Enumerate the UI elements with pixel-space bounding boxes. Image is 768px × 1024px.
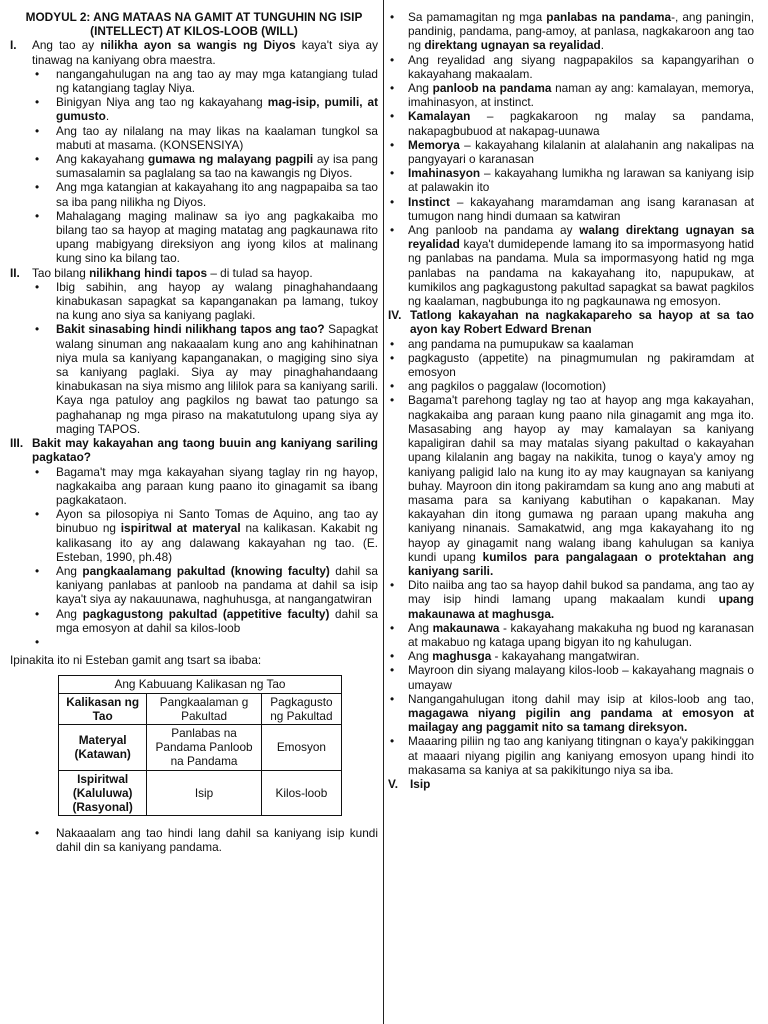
table-header: Pagkagusto ng Pakultad	[261, 693, 341, 724]
list-item: • Memorya – kakayahang kilalanin at alalahanin ang nakalipas na pangyayari o karanasan	[388, 138, 754, 166]
section-number: IV.	[388, 308, 402, 323]
list-item: • Mayroon din siyang malayang kilos-loob – kakayahang magnais o umayaw	[388, 663, 754, 691]
table-cell: Panlabas na Pandama Panloob na Pandama	[147, 724, 262, 770]
table-header: Pangkaalaman g Pakultad	[147, 693, 262, 724]
module-title: MODYUL 2: ANG MATAAS NA GAMIT AT TUNGUHIN NG ISIP (INTELLECT) AT KILOS-LOOB (WILL)	[25, 10, 363, 39]
list-item: • ang pandama na pumupukaw sa kaalaman	[388, 337, 754, 351]
list-item: • Ayon sa pilosopiya ni Santo Tomas de Aquino, ang tao ay binubuo ng ispiritwal at materyal na kalikasan. Kakabit ng kalikasang ito ay ang dalawang kakayahan ng tao. (E. Esteban, 1990, ph.48)	[10, 507, 378, 564]
list-item: • Ang makaunawa - kakayahang makakuha ng buod ng karanasan at makabuo ng kataga upang bigyan ito ng kahulugan.	[388, 621, 754, 649]
list-item: • pagkagusto (appetite) na pinagmumulan ng pakiramdam at emosyon	[388, 351, 754, 379]
list-item: • Ang pagkagustong pakultad (appetitive faculty) dahil sa mga emosyon at dahil sa kilos-loob	[10, 607, 378, 635]
column-divider	[383, 0, 384, 1024]
list-item: • Ang panloob na pandama naman ay ang: kamalayan, memorya, imahinasyon, at instinct.	[388, 81, 754, 109]
list-item: • Binigyan Niya ang tao ng kakayahang mag-isip, pumili, at gumusto.	[10, 95, 378, 123]
list-item: • nangangahulugan na ang tao ay may mga katangiang tulad ng katangiang taglay Niya.	[10, 67, 378, 95]
section-2-list	[10, 280, 378, 436]
list-item: • Imahinasyon – kakayahang lumikha ng larawan sa kaniyang isip at palawakin ito	[388, 166, 754, 194]
list-item: • Mahalagang maging malinaw sa iyo ang pagkakaiba mo bilang tao sa hayop at maging matatag ang pagkaunawa rito upang mabigyang direksiyon ang iyong kilos at malinang kung sino ka bilang tao.	[10, 209, 378, 266]
table-caption: Ang Kabuuang Kalikasan ng Tao	[59, 676, 342, 693]
list-item: • Ang maghusga - kakayahang mangatwiran.	[388, 649, 754, 663]
section-3-heading: III. Bakit may kakayahan ang taong buuin ang kaniyang sariling pagkatao?	[10, 436, 378, 465]
nature-table	[58, 675, 342, 816]
section-number: V.	[388, 776, 399, 791]
list-item: • Nangangahulugan itong dahil may isip at kilos-loob ang tao, magagawa niyang pigilin ang pandama at emosyon at mailagay ang paggamit nito sa tamang direksyon.	[388, 692, 754, 735]
table-row	[59, 770, 342, 816]
list-item: • Maaaring piliin ng tao ang kaniyang titingnan o kaya'y pakikinggan at maaari niyang pigilin ang kaniyang emosyon upang hindi ito makasama sa kaniya at sa pakikitungo niya sa iba.	[388, 734, 754, 777]
section-1-heading: I. Ang tao ay nilikha ayon sa wangis ng Diyos kaya't siya ay tinawag na kaniyang obra maestra.	[10, 38, 378, 67]
table-header: Kalikasan ng Tao	[59, 693, 147, 724]
list-item: • Ang mga katangian at kakayahang ito ang nagpapaiba sa tao sa iba pang nilikha ng Diyos.	[10, 180, 378, 208]
list-item: • Bakit sinasabing hindi nilikhang tapos ang tao? Sapagkat walang sinuman ang nakaaalam kung ano ang kahihinatnan niya mula sa kaniyang kapanganakan, o magiging sino siya sa kaniyang paglaki. Siya ay may pinaghahandaang kinabukasan na siya mismo ang lililok para sa kaniyang sarili. Kaya nga patuloy ang pagkilos ng bawat tao patungo sa paghahanap ng mga piraso na makatutulong upang siya ay maging TAPOS.	[10, 322, 378, 436]
section-4-list	[388, 337, 754, 777]
left-column	[10, 10, 378, 855]
table-row	[59, 724, 342, 770]
table-cell: Ispiritwal (Kaluluwa) (Rasyonal)	[59, 770, 147, 816]
table-cell: Emosyon	[261, 724, 341, 770]
table-cell: Materyal (Katawan)	[59, 724, 147, 770]
section-number: I.	[10, 38, 17, 53]
list-item: • Nakaaalam ang tao hindi lang dahil sa kaniyang isip kundi dahil din sa kaniyang pandama.	[10, 826, 378, 854]
list-item: • Ibig sabihin, ang hayop ay walang pinaghahandaang kinabukasan sapagkat sa kapanganakan pa lamang, tukoy na kung ano siya sa kaniyang paglaki.	[10, 280, 378, 323]
list-item: • Bagama't may mga kakayahan siyang taglay rin ng hayop, nagkakaiba ang paraan kung paano ito ginagamit sa ibang pagkakataon.	[10, 465, 378, 508]
list-item: • Ang reyalidad ang siyang nagpapakilos sa kapangyarihan o kakayahang makaalam.	[388, 53, 754, 81]
list-item: • Ang kakayahang gumawa ng malayang pagpili ay isa pang sumasalamin sa paglalang sa tao na kawangis ng Diyos.	[10, 152, 378, 180]
section-number: II.	[10, 265, 20, 280]
list-item: • Instinct – kakayahang maramdaman ang isang karanasan at tumugon nang hindi dumaan sa katwiran	[388, 195, 754, 223]
list-item: • Ang pangkaalamang pakultad (knowing faculty) dahil sa kaniyang panlabas at panloob na pandama at dahil sa isip kaya't siya ay nakauunawa, naghuhusga, at nangangatwiran	[10, 564, 378, 607]
senses-list	[388, 10, 754, 308]
table-cell: Isip	[147, 770, 262, 816]
section-4-heading: IV. Tatlong kakayahan na nagkakapareho sa hayop at sa tao ayon kay Robert Edward Brenan	[388, 308, 754, 337]
list-item: • Dito naiiba ang tao sa hayop dahil bukod sa pandama, ang tao ay may isip hindi lamang upang makaalam kundi upang makaunawa at maghusga.	[388, 578, 754, 621]
section-2-heading: II. Tao bilang nilikhang hindi tapos – di tulad sa hayop.	[10, 265, 313, 280]
list-item-empty	[10, 635, 378, 649]
table-cell: Kilos-loob	[261, 770, 341, 816]
left-final-list	[10, 826, 378, 854]
section-1-list	[10, 67, 378, 266]
list-item: • Sa pamamagitan ng mga panlabas na pandama-, ang paningin, pandinig, pandama, pang-amoy, at panlasa, nagkakaroon ang tao ng direktang ugnayan sa reyalidad.	[388, 10, 754, 53]
section-3-list	[10, 465, 378, 650]
list-item: • Ang tao ay nilalang na may likas na kaalaman tungkol sa mabuti at masama. (KONSENSIYA)	[10, 124, 378, 152]
right-column	[388, 10, 754, 791]
section-5-heading: V. Isip	[388, 776, 431, 791]
list-item: • ang pagkilos o paggalaw (locomotion)	[388, 379, 754, 393]
list-item: • Ang panloob na pandama ay walang direktang ugnayan sa reyalidad kaya't dumidepende lamang ito sa impormasyong hatid ng panlabas na pandama. Mula sa impormasyong hatid ng mga panlabas na pandama na kakayahang ito, napupukaw, at kumikilos ang pagkagustong pakultad sapagkat sa bawat pagkilos ng kaalaman, nagbubunga ito ng pagkaunawa ng emosyon.	[388, 223, 754, 308]
section-number: III.	[10, 436, 24, 451]
list-item: • Bagama't parehong taglay ng tao at hayop ang mga kakayahan, nagkakaiba ang paraan kung paano nila ginagamit ang mga ito. Masasabing ang hayop ay may kamalayan sa kaniyang kapaligiran dahil sa may matalas siyang pakultad o kakayahan upang kilalanin ang bagay na nakikita, tunog o kaya'y amoy ng kaniyang paligid lalo na kung ito ay may kaugnayan sa kaniyang buhay. Mayroon din itong pakiramdam sa kung ano ang mabuti at masama para sa kaniyang kabutihan o kapakanan. May kakayahan din itong gumawa ng paraan upang makuha ang kaniyang ninanais. Samakatwid, ang mga kakayahang ito ng hayop ay ginagamit nang walang ibang kahulugan sa kaniya kundi upang kumilos para pangalagaan o protektahan ang kaniyang sarili.	[388, 393, 754, 578]
chart-intro: Ipinakita ito ni Esteban gamit ang tsart sa ibaba:	[10, 653, 262, 668]
list-item: • Kamalayan – pagkakaroon ng malay sa pandama, nakapagbubuod at nakapag-uunawa	[388, 109, 754, 137]
